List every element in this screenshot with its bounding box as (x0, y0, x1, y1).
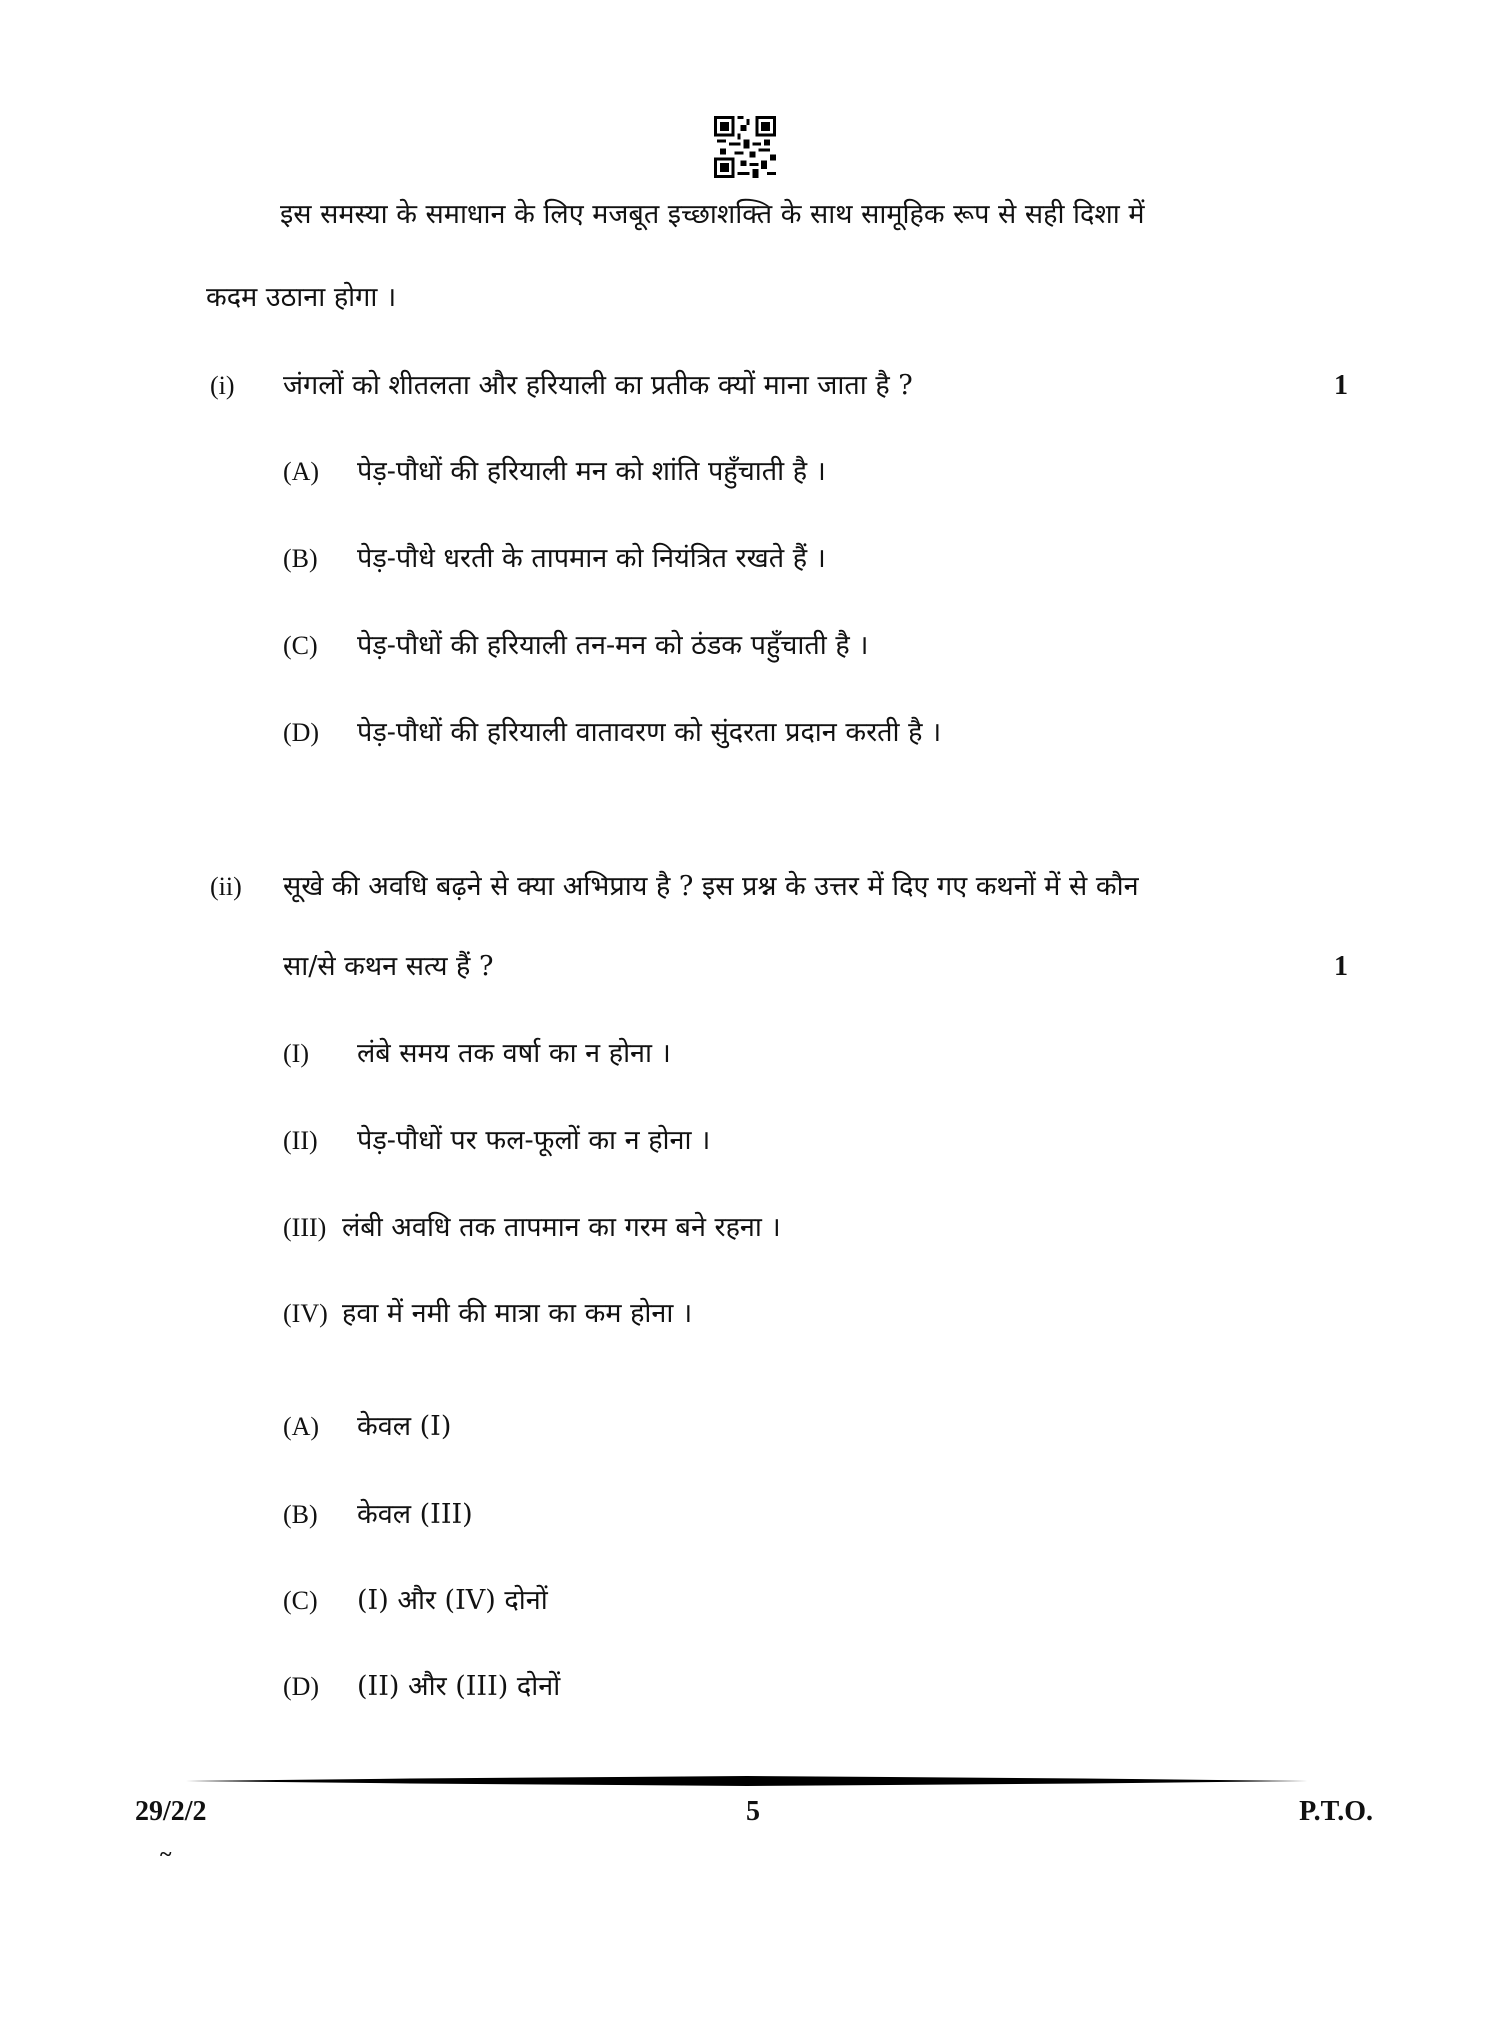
statement-text: पेड़-पौधों पर फल-फूलों का न होना । (357, 1125, 711, 1156)
option-text: पेड़-पौधों की हरियाली मन को शांति पहुँचाती है । (357, 456, 826, 487)
option-label: (A) (283, 1412, 320, 1441)
statement-label: (I) (283, 1039, 309, 1068)
paper-code: 29/2/2 (135, 1796, 207, 1827)
option-label: (A) (283, 457, 320, 486)
option-text: पेड़-पौधों की हरियाली वातावरण को सुंदरता प्रदान करती है । (357, 717, 942, 748)
statement-text: लंबी अवधि तक तापमान का गरम बने रहना । (342, 1212, 781, 1243)
option-text: पेड़-पौधों की हरियाली तन-मन को ठंडक पहुँचाती है । (357, 630, 869, 661)
question-text: जंगलों को शीतलता और हरियाली का प्रतीक क्यों माना जाता है ? (283, 370, 913, 401)
pto-label: P.T.O. (1299, 1796, 1373, 1827)
option-label: (D) (283, 1672, 320, 1701)
option-label: (B) (283, 1500, 318, 1529)
option-label: (C) (283, 1586, 318, 1615)
option-text: केवल (III) (357, 1499, 473, 1530)
question-text-line-2: सा/से कथन सत्य हैं ? (283, 951, 494, 982)
statement-label: (III) (283, 1213, 327, 1242)
question-number: (i) (210, 371, 235, 400)
passage-line-2: कदम उठाना होगा । (206, 282, 397, 313)
option-text: केवल (I) (357, 1411, 452, 1442)
question-marks: 1 (1334, 951, 1348, 982)
footer-divider (186, 1776, 1308, 1786)
statement-text: लंबे समय तक वर्षा का न होना । (357, 1038, 671, 1069)
question-text-line-1: सूखे की अवधि बढ़ने से क्या अभिप्राय है ? इस प्रश्न के उत्तर में दिए गए कथनों में से कौन (283, 871, 1139, 902)
statement-label: (IV) (283, 1299, 328, 1328)
tilde-mark: ~ (160, 1841, 172, 1866)
option-label: (D) (283, 718, 320, 747)
option-text: (II) और (III) दोनों (357, 1671, 561, 1702)
passage-line-1: इस समस्या के समाधान के लिए मजबूत इच्छाशक्ति के साथ सामूहिक रूप से सही दिशा में (280, 199, 1145, 230)
question-marks: 1 (1334, 370, 1348, 401)
option-label: (B) (283, 544, 318, 573)
option-text: (I) और (IV) दोनों (357, 1585, 548, 1616)
question-number: (ii) (210, 872, 242, 901)
qr-code (714, 116, 776, 178)
page-number: 5 (746, 1796, 760, 1827)
statement-text: हवा में नमी की मात्रा का कम होना । (342, 1298, 693, 1329)
option-label: (C) (283, 631, 318, 660)
option-text: पेड़-पौधे धरती के तापमान को नियंत्रित रखते हैं । (357, 543, 826, 574)
statement-label: (II) (283, 1126, 318, 1155)
